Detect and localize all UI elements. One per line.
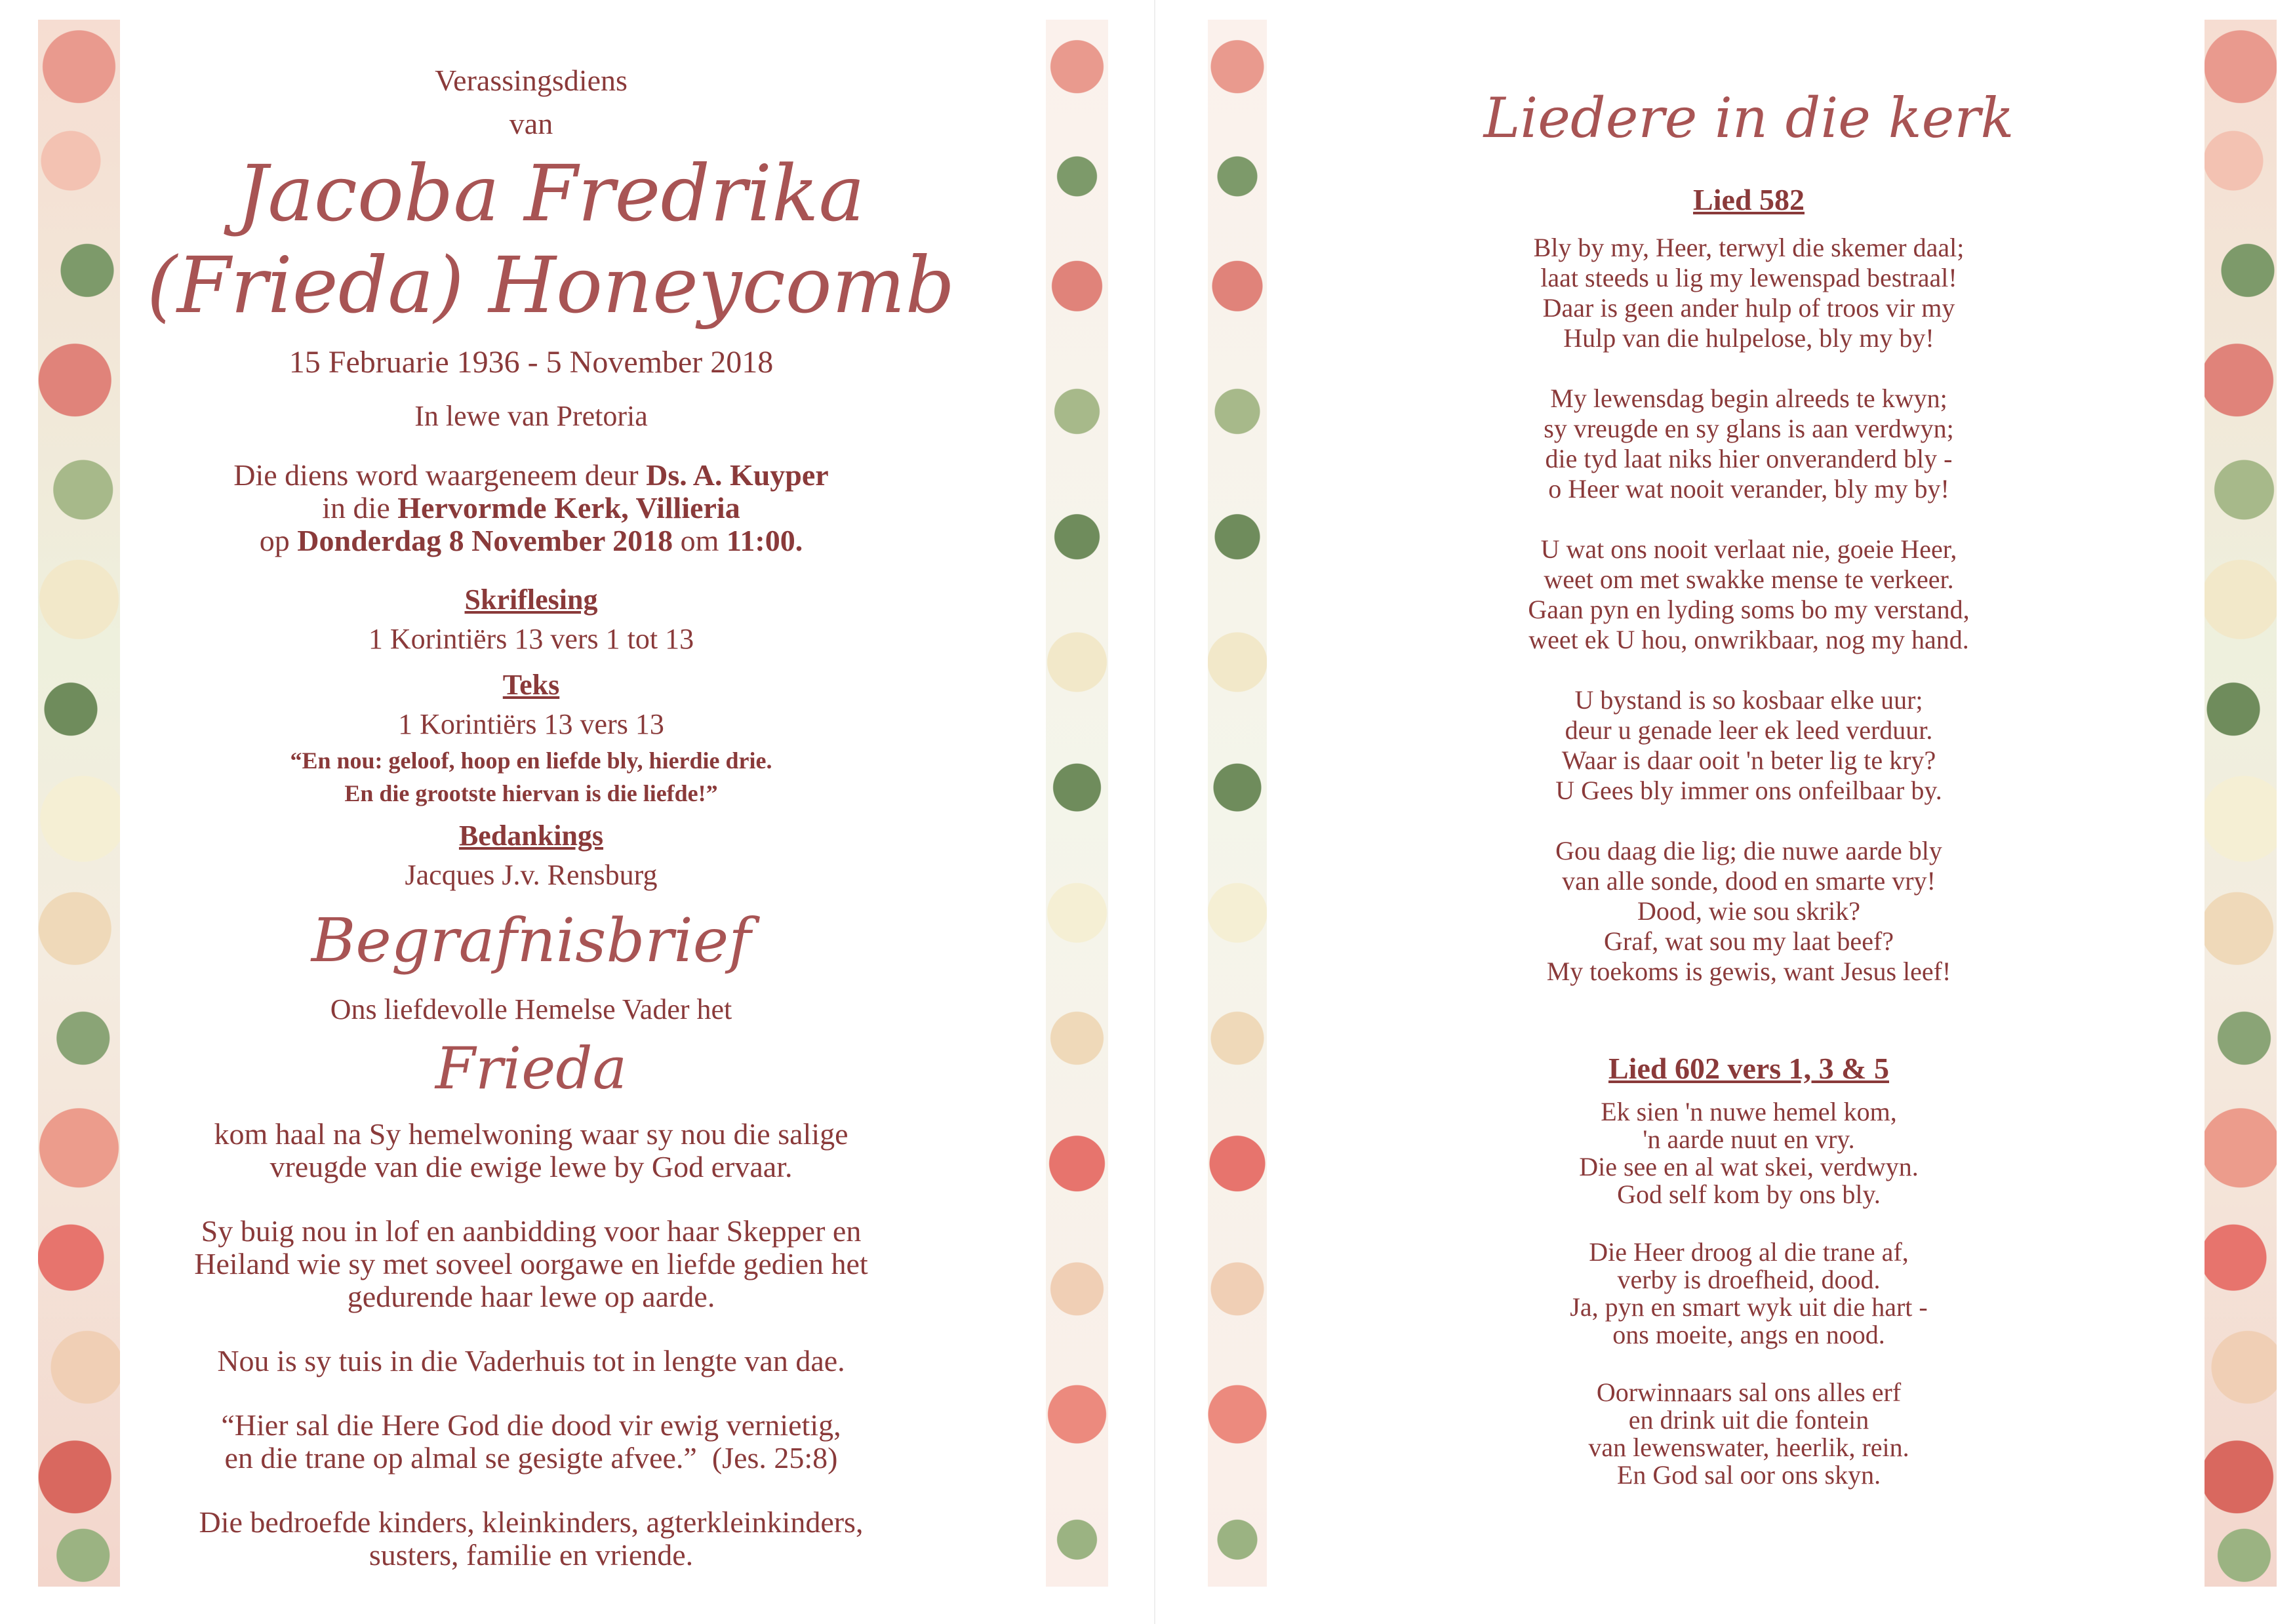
residence: In lewe van Pretoria — [414, 400, 648, 432]
service-line-2: in die Hervormde Kerk, Villieria — [322, 491, 740, 525]
service-time: 11:00. — [726, 524, 803, 557]
hymn-1-stanza-3: U wat ons nooit verlaat nie, goeie Heer, weet om met swakke mense te verkeer. Gaan pyn en lyding soms bo my verstand, weet ek U hou, onwrikbaar, nog my hand. — [1528, 534, 1970, 654]
residence-block — [131, 397, 931, 436]
service-line-3: op Donderdag 8 November 2018 om 11:00. — [259, 524, 803, 557]
hymn-1-stanza-1: Bly by my, Heer, terwyl die skemer daal; laat steeds u lig my lewenspad bestraal! Daar is geen ander hulp of troos vir my Hulp van die hulpelose, bly my by! — [1533, 233, 1965, 353]
hymn-1-title: Lied 582 — [1693, 183, 1805, 216]
hymn-2-stanza-3: Oorwinnaars sal ons alles erf en drink uit die fontein van lewenswater, heerlik, rein. En God sal oor ons skyn. — [1588, 1377, 1909, 1490]
deceased-name — [131, 148, 970, 331]
skriflesing-ref: 1 Korintiërs 13 vers 1 tot 13 — [368, 623, 694, 655]
service-line-1: Die diens word waargeneem deur Ds. A. Kuyper — [233, 458, 829, 492]
hymn-1-stanza-4: U bystand is so kosbaar elke uur; deur u genade leer ek leed verduur. Waar is daar ooit 'n beter lig te kry? U Gees bly immer ons onfeilbaar by. — [1555, 685, 1942, 805]
para-3: Nou is sy tuis in die Vaderhuis tot in lengte van dae. — [217, 1344, 845, 1377]
para-1-line-1: kom haal na Sy hemelwoning waar sy nou die salige — [214, 1117, 848, 1151]
letter-name-block — [131, 1033, 931, 1105]
hymns-heading-block — [1319, 85, 2178, 151]
bedankings-name: Jacques J.v. Rensburg — [405, 859, 658, 891]
teks-quote-line-2: En die grootste hiervan is die liefde!” — [344, 780, 718, 806]
skriflesing-section — [131, 580, 931, 659]
hymns-heading: Liedere in die kerk — [1483, 86, 2014, 150]
skriflesing-heading: Skriflesing — [464, 584, 598, 616]
begrafnisbrief-heading-block — [131, 905, 931, 977]
teks-quote-line-1: “En nou: geloof, hoop en liefde bly, hierdie drie. — [290, 747, 772, 774]
quote-line-2: en die trane op almal se gesigte afvee.” (Jes. 25:8) — [224, 1441, 838, 1475]
hymn-1-text — [1319, 233, 2178, 987]
para-1-line-2: vreugde van die ewige lewe by God ervaar. — [269, 1150, 793, 1183]
service-details — [131, 459, 931, 557]
hymn-2-stanza-1: Ek sien 'n nuwe hemel kom, 'n aarde nuut en vry. Die see en al wat skei, verdwyn. God self kom by ons bly. — [1579, 1097, 1919, 1209]
hymn-2-title-block — [1319, 1049, 2178, 1088]
name-line-1: Jacoba Fredrika — [237, 148, 865, 239]
closing-line-1: Die bedroefde kinders, kleinkinders, agterkleinkinders, — [199, 1505, 864, 1539]
quote-line-1: “Hier sal die Here God die dood vir ewig vernietig, — [221, 1408, 841, 1442]
life-dates: 15 Februarie 1936 - 5 November 2018 — [289, 345, 774, 380]
para-2-line-3: gedurende haar lewe op aarde. — [347, 1280, 715, 1313]
floral-border-center-right — [1208, 20, 1267, 1587]
letter-intro: Ons liefdevolle Hemelse Vader het — [330, 993, 732, 1025]
minister-name: Ds. A. Kuyper — [646, 458, 829, 492]
hymn-2-text — [1319, 1098, 2178, 1489]
hymn-1-stanza-5: Gou daag die lig; die nuwe aarde bly van alle sonde, dood en smarte vry! Dood, wie sou skrik? Graf, wat sou my laat beef? My toekoms is gewis, want Jesus leef! — [1546, 836, 1951, 986]
hymn-2-stanza-2: Die Heer droog al die trane af, verby is droefheid, dood. Ja, pyn en smart wyk uit die hart - ons moeite, angs en nood. — [1570, 1237, 1928, 1349]
service-header — [131, 59, 931, 146]
service-title: Verassingsdiens — [435, 64, 628, 97]
bedankings-section — [131, 816, 931, 895]
letter-intro-block — [131, 990, 931, 1029]
floral-border-center-left — [1046, 20, 1108, 1587]
begrafnisbrief-heading: Begrafnisbrief — [311, 905, 751, 976]
para-2-line-1: Sy buig nou in lof en aanbidding voor haar Skepper en — [201, 1214, 862, 1248]
service-date: Donderdag 8 November 2018 — [297, 524, 673, 557]
letter-name: Frieda — [435, 1035, 628, 1102]
floral-border-left — [38, 20, 120, 1587]
right-page — [1154, 0, 2295, 1624]
hymn-1-title-block — [1319, 180, 2178, 220]
teks-section — [131, 665, 931, 810]
service-of: van — [509, 107, 553, 140]
teks-heading: Teks — [502, 669, 560, 701]
life-dates-block — [131, 341, 931, 384]
closing-line-2: susters, familie en vriende. — [369, 1538, 694, 1572]
bedankings-heading: Bedankings — [458, 820, 604, 852]
church-name: Hervormde Kerk, Villieria — [397, 491, 740, 525]
letter-body — [131, 1118, 931, 1572]
para-2-line-2: Heiland wie sy met soveel oorgawe en liefde gedien het — [194, 1247, 868, 1280]
hymn-1-stanza-2: My lewensdag begin alreeds te kwyn; sy vreugde en sy glans is aan verdwyn; die tyd laat niks hier onveranderd bly - o Heer wat nooit verander, bly my by! — [1544, 384, 1954, 504]
quote-ref: (Jes. 25:8) — [711, 1441, 838, 1475]
name-line-2: (Frieda) Honeycomb — [146, 240, 955, 330]
teks-ref: 1 Korintiërs 13 vers 13 — [398, 708, 664, 740]
floral-border-right — [2205, 20, 2277, 1587]
hymn-2-title: Lied 602 vers 1, 3 & 5 — [1608, 1052, 1889, 1085]
